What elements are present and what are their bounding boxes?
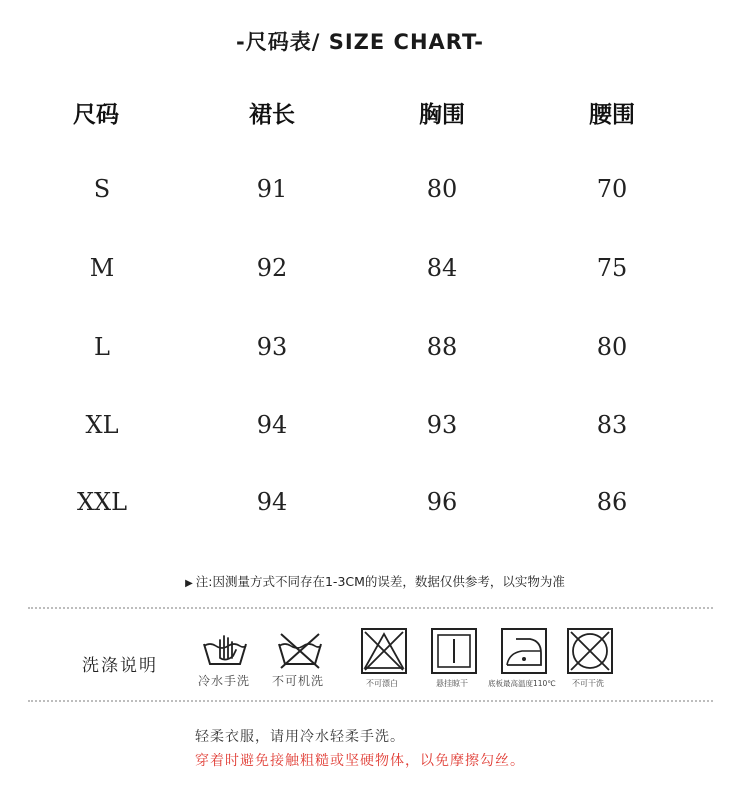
cell-size: M <box>89 254 115 282</box>
measurement-note <box>0 572 750 590</box>
care-instruction: 轻柔衣服，请用冷水轻柔手洗。 <box>195 729 405 745</box>
cell-size: XL <box>85 411 119 439</box>
cell-size: S <box>93 175 111 203</box>
cell-bust: 84 <box>426 254 458 282</box>
divider-bottom <box>28 700 713 702</box>
hand-wash-caption: 冷水手洗 <box>198 674 251 688</box>
iron-icon <box>500 627 548 675</box>
table-row <box>0 175 750 215</box>
cell-skirt-length: 92 <box>256 254 288 282</box>
cell-waist: 83 <box>596 411 628 439</box>
cell-bust: 93 <box>426 411 458 439</box>
cell-waist: 75 <box>596 254 628 282</box>
header-waist: 腰围 <box>589 102 635 128</box>
cell-size: XXL <box>76 488 128 516</box>
cell-waist: 86 <box>596 488 628 516</box>
no-machine-wash-icon <box>275 630 325 670</box>
table-row <box>0 254 750 294</box>
hang-dry-caption: 悬挂晾干 <box>436 679 468 688</box>
no-tumble-dry-icon <box>566 627 614 675</box>
no-machine-wash-caption: 不可机洗 <box>272 674 325 688</box>
table-row <box>0 488 750 528</box>
size-chart-title: -尺码表/ SIZE CHART- <box>236 30 484 54</box>
cell-waist: 80 <box>596 333 628 361</box>
table-row <box>0 333 750 373</box>
iron-caption: 底板最高温度110℃ <box>488 679 556 688</box>
table-row <box>0 411 750 451</box>
no-bleach-icon <box>360 627 408 675</box>
cell-size: L <box>94 333 110 361</box>
note-text: 注:因测量方式不同存在1-3CM的误差，数据仅供参考，以实物为准 <box>195 574 565 589</box>
header-bust: 胸围 <box>419 102 465 128</box>
hand-wash-icon <box>200 632 250 668</box>
care-warning: 穿着时避免接触粗糙或坚硬物体，以免摩擦勾丝。 <box>195 753 525 769</box>
cell-skirt-length: 93 <box>256 333 288 361</box>
cell-bust: 88 <box>426 333 458 361</box>
divider-top <box>28 607 713 609</box>
cell-waist: 70 <box>596 175 628 203</box>
no-tumble-dry-caption: 不可干洗 <box>572 679 604 688</box>
wash-instructions-label: 洗涤说明 <box>82 656 158 676</box>
triangle-bullet-icon: ▶ <box>185 578 193 589</box>
hang-dry-icon <box>430 627 478 675</box>
cell-skirt-length: 91 <box>256 175 288 203</box>
no-bleach-caption: 不可漂白 <box>366 679 398 688</box>
cell-bust: 80 <box>426 175 458 203</box>
cell-skirt-length: 94 <box>256 411 288 439</box>
cell-skirt-length: 94 <box>256 488 288 516</box>
header-size: 尺码 <box>73 102 119 128</box>
header-skirt-length: 裙长 <box>249 102 295 128</box>
cell-bust: 96 <box>426 488 458 516</box>
